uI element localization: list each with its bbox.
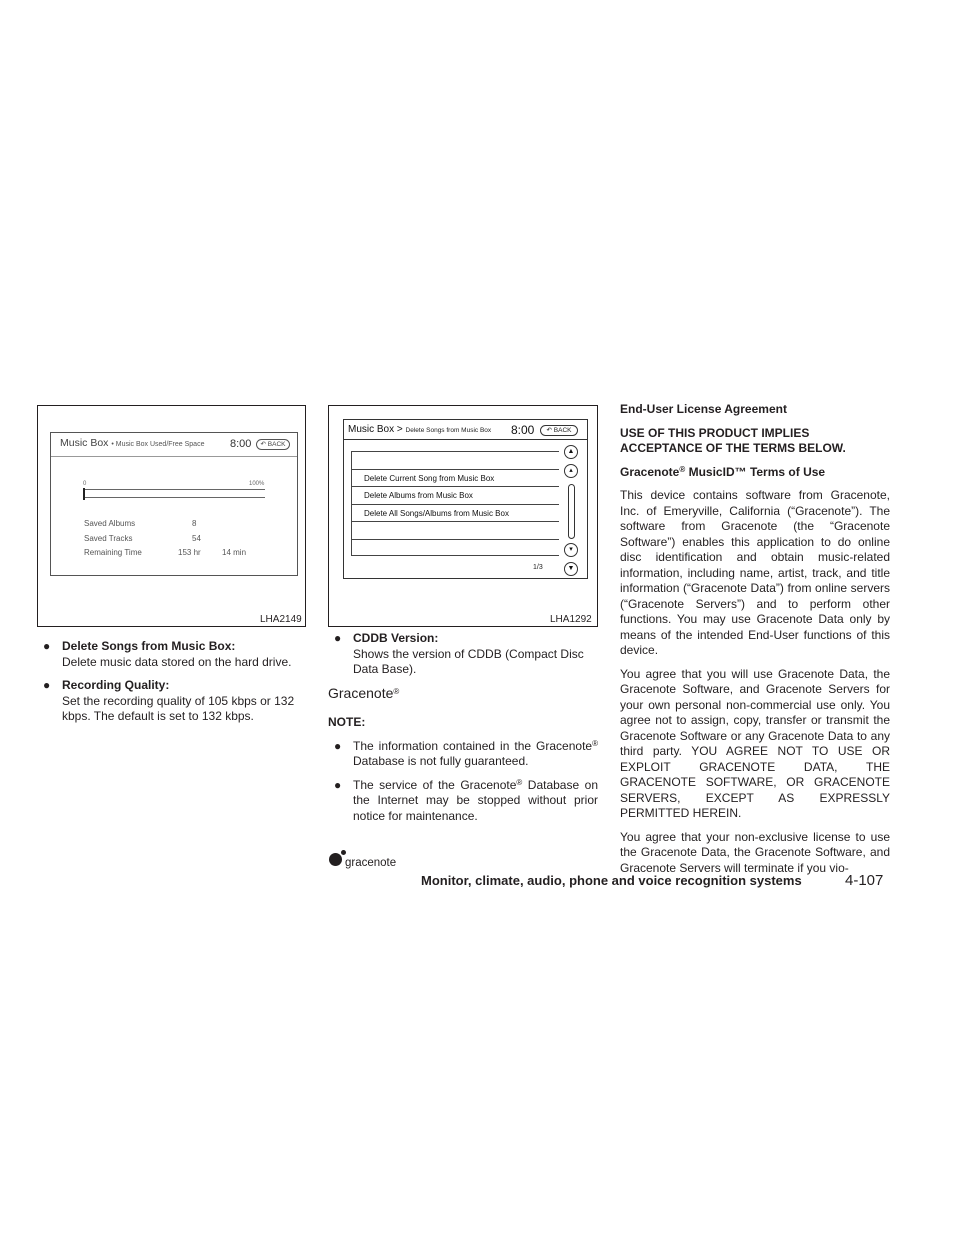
menu-list [351,451,559,556]
screen-title: Music Box > Delete Songs from Music Box [348,424,492,435]
logo-text: gracenote [345,857,397,869]
remaining-time-minutes: 14 min [222,548,247,557]
clock: 8:00 [511,423,535,437]
bullet-recording-quality [37,678,307,725]
back-button[interactable]: ↶ BACK [256,439,290,450]
logo-mark-icon [329,853,342,866]
paragraph-3: You agree that your non-exclusive license to use the Gracenote Data, the Gracenote Software, and Gracenote Servers will terminate if you vio- [620,829,890,875]
heading-terms: Gracenote® MusicID™ Terms of Use [620,464,826,479]
gracenote-logo [329,850,409,874]
bullet-body: Set the recording quality of 105 kbps or 132 kbps. The default is set to 132 kbps. [62,693,295,723]
bullet-cddb-version [328,631,598,678]
bullet-body: Shows the version of CDDB (Compact Disc Data Base). [353,646,584,676]
figure-label: LHA2149 [260,614,302,625]
divider [51,456,297,457]
saved-albums-label: Saved Albums [84,519,136,528]
scroll-bottom-icon[interactable]: ▼ [564,562,578,576]
paragraph-2: You agree that you will use Gracenote Data, the Gracenote Software, and Gracenote Servers for your own personal non-commercial use only. You agree not to assign, copy, transfer or transmit the Gracenote Software or any Gracenote Data to any third party. YOU AGREE NOT TO USE OR EXPLOIT GRACENOTE DATA, THE GRACENOTE SOFTWARE, OR GRACENOTE SERVERS, EXCEPT AS EXPRESSLY PERMITTED HEREIN. [620,666,890,820]
heading-acceptance: USE OF THIS PRODUCT IMPLIES ACCEPTANCE OF THE TERMS BELOW. [620,425,846,455]
remaining-time-label: Remaining Time [84,548,142,557]
menu-item-delete-current-song[interactable]: Delete Current Song from Music Box [351,469,559,487]
bullet-icon: ● [334,738,342,753]
bullet-icon: ● [334,777,342,792]
heading-eula: End-User License Agreement [620,402,787,416]
figure-label: LHA1292 [550,614,592,625]
column-1 [37,639,307,733]
remaining-time-hours: 153 hr [178,548,201,557]
screen-music-box-space [50,432,298,576]
scroll-down-icon[interactable]: ▾ [564,543,578,557]
bullet-title: CDDB Version: [353,631,439,645]
column-2 [328,631,598,832]
bullet-title: Delete Songs from Music Box: [62,639,236,653]
footer-title: Monitor, climate, audio, phone and voice recognition systems [421,873,802,888]
bullet-icon: ● [43,639,51,653]
note-label: NOTE: [328,715,366,729]
menu-spacer [351,451,559,469]
paragraph-1: This device contains software from Gracenote, Inc. of Emeryville, California (“Gracenote”). The software from Gracenote (the “Gracenote Software”) enables this application to do online disc identification and obtain music-related information, including name, artist, track, and title information (“Gracenote Data”) from online servers (“Gracenote Servers”) and to perform other functions. You may use Gracenote Data only by means of the intended End-User functions of this device. [620,488,890,657]
bullet-title: Recording Quality: [62,678,170,692]
usage-bar-fill [83,488,85,500]
figure-delete-songs [328,405,598,627]
bullet-delete-songs [37,639,307,670]
menu-item-delete-all[interactable]: Delete All Songs/Albums from Music Box [351,504,559,522]
menu-spacer [351,539,559,557]
screen-delete-songs [343,419,588,579]
page-number: 4-107 [845,872,884,889]
scrollbar-track[interactable] [568,484,575,539]
scale-min: 0 [83,481,87,487]
note-item: ● The service of the Gracenote® Database on the Internet may be stopped without prior notice for maintenance. [334,777,598,823]
saved-tracks-value: 54 [192,534,201,543]
page-indicator: 1/3 [533,564,543,571]
saved-tracks-label: Saved Tracks [84,534,133,543]
section-title: Gracenote® [328,684,400,701]
menu-item-delete-albums[interactable]: Delete Albums from Music Box [351,486,559,504]
screen-title: Music Box • Music Box Used/Free Space [60,437,205,449]
scale-max: 100% [249,481,265,487]
clock: 8:00 [230,438,252,450]
figure-music-box-space [37,405,306,627]
bullet-body: Delete music data stored on the hard drive. [62,654,292,669]
logo-mark-dot-icon [341,850,346,855]
column-3 [620,402,890,884]
menu-spacer [351,521,559,539]
usage-bar [83,489,265,498]
note-item: ● The information contained in the Gracenote® Database is not fully guaranteed. [334,738,598,768]
back-button[interactable]: ↶ BACK [540,425,578,436]
scroll-up-icon[interactable]: ▴ [564,464,578,478]
bullet-icon: ● [43,678,51,692]
scroll-top-icon[interactable]: ▲ [564,445,578,459]
saved-albums-value: 8 [192,519,197,528]
divider [344,439,587,440]
bullet-icon: ● [334,631,342,645]
